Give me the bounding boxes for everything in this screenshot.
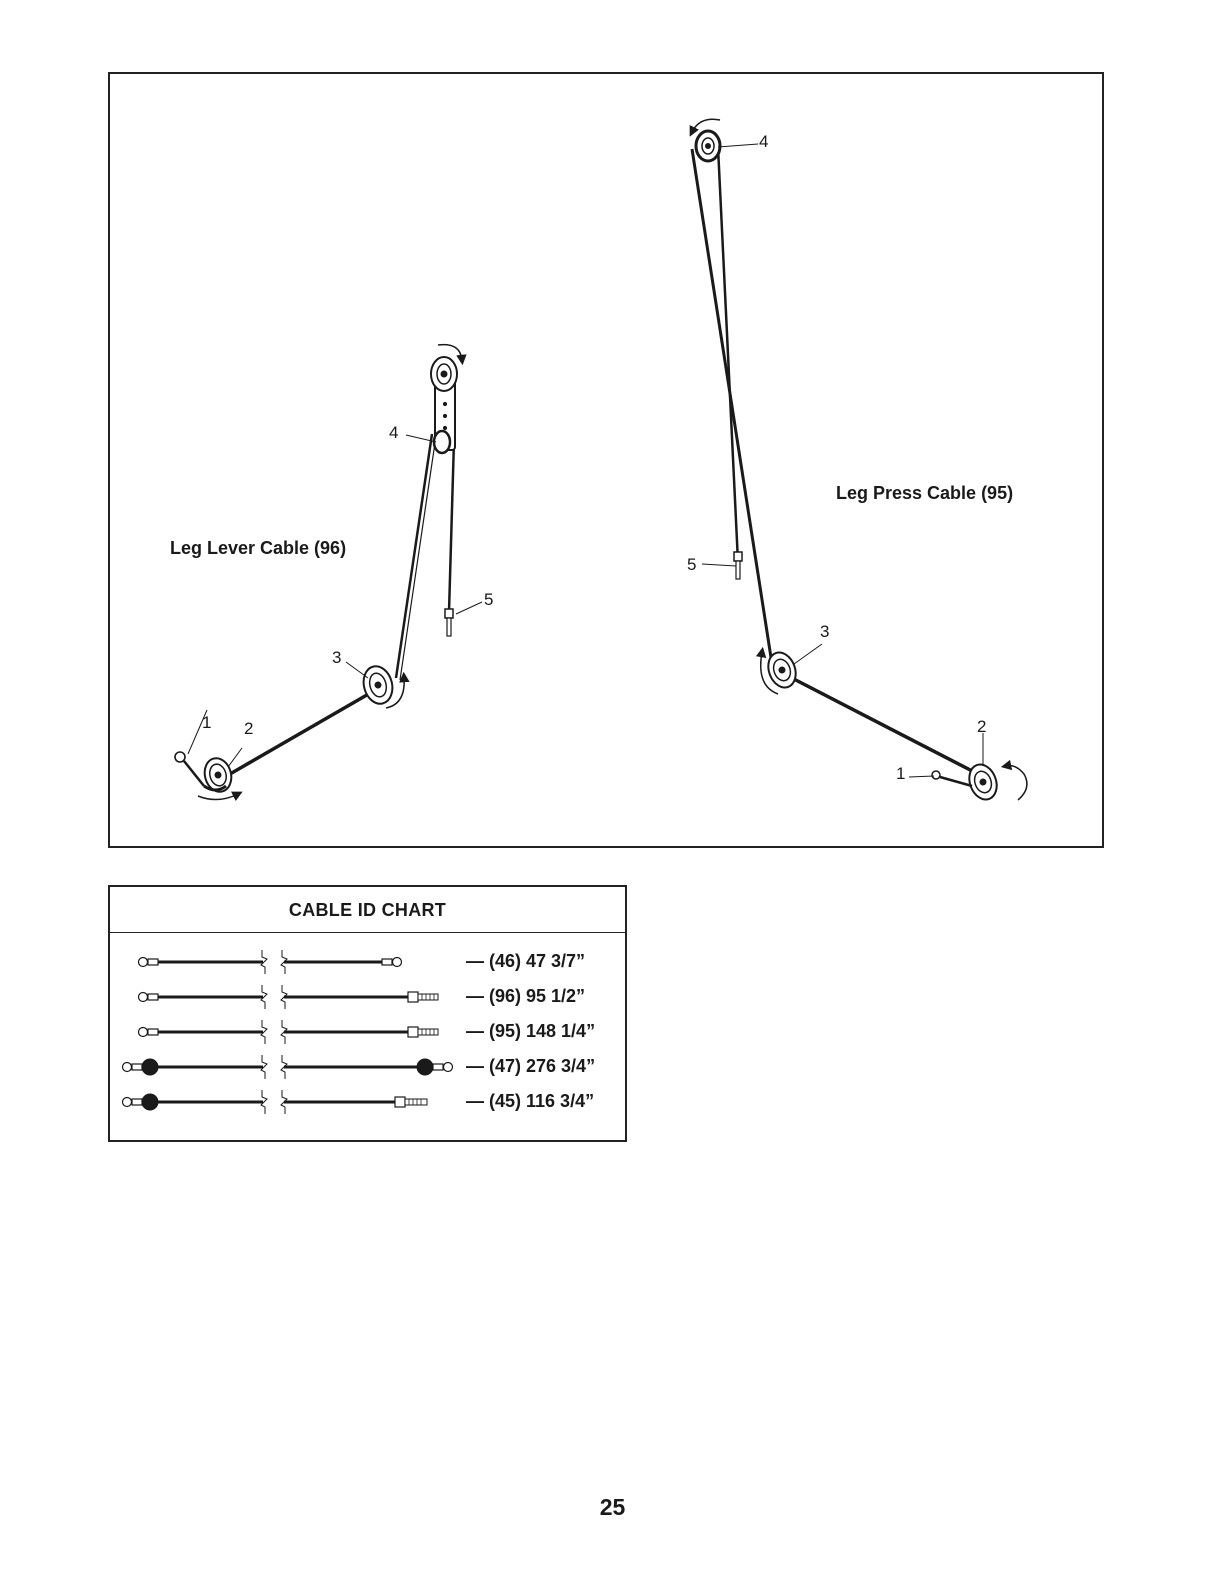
leader-line: [228, 748, 242, 767]
leader-line: [794, 644, 822, 664]
leader-line: [346, 662, 368, 678]
leg-lever-cable-drop: [449, 440, 454, 612]
leg-lever-cable-assembly: [175, 345, 482, 800]
page-number: 25: [599, 1494, 626, 1520]
cable-row-47: [110, 1052, 625, 1082]
callout-left-1: 1: [202, 713, 212, 732]
pulley-icon: [360, 663, 397, 707]
leg-press-cable-label: Leg Press Cable (95): [836, 483, 1014, 503]
callout-right-4: 4: [759, 132, 769, 151]
cable-row-96: [110, 982, 625, 1012]
callout-right-3: 3: [820, 622, 830, 641]
cable-46-icon: [110, 947, 460, 977]
leader-line: [909, 776, 934, 777]
leg-press-cable-lower-run: [788, 676, 978, 774]
callout-right-2: 2: [977, 717, 987, 736]
leg-press-cable-right-run: [718, 147, 738, 562]
pulley-icon: [696, 131, 720, 161]
cable-47-spec: — (47) 276 3/4”: [466, 1056, 596, 1076]
callout-left-3: 3: [332, 648, 342, 667]
leader-line: [718, 144, 758, 147]
cable-46-spec: — (46) 47 3/7”: [466, 951, 586, 971]
leg-press-cable-left-run: [692, 149, 772, 664]
callout-right-5: 5: [687, 555, 697, 574]
cable-45-spec: — (45) 116 3/4”: [466, 1091, 595, 1111]
pulley-icon: [965, 761, 1002, 804]
cable-45-icon: [110, 1087, 460, 1117]
leg-press-cable-assembly: [692, 119, 1027, 803]
leader-line: [456, 602, 482, 614]
motion-arrow-icon: [198, 794, 238, 800]
callout-left-5: 5: [484, 590, 494, 609]
leg-lever-cable-upper-run-b: [400, 436, 436, 680]
motion-arrow-icon: [1006, 766, 1027, 800]
cable-row-45: [110, 1087, 625, 1117]
pulley-bracket-icon: [431, 357, 457, 453]
cable-96-icon: [110, 982, 460, 1012]
leg-lever-cable-label: Leg Lever Cable (96): [170, 538, 347, 558]
cable-id-chart: [108, 885, 627, 1142]
cable-47-icon: [110, 1052, 460, 1082]
cable-row-46: [110, 947, 625, 977]
callout-right-1: 1: [896, 764, 906, 783]
cable-routing-diagram: [108, 72, 1104, 848]
threaded-stud-icon: [445, 609, 453, 636]
leg-lever-cable-upper-run-a: [396, 434, 432, 678]
cable-id-chart-title: CABLE ID CHART: [110, 887, 625, 933]
leader-line: [702, 564, 736, 566]
callout-left-2: 2: [244, 719, 254, 738]
cable-row-95: [110, 1017, 625, 1047]
callout-left-4: 4: [389, 423, 399, 442]
cable-routing-illustration: [110, 74, 1106, 850]
cable-95-icon: [110, 1017, 460, 1047]
cable-eyelet-icon: [932, 771, 972, 786]
cable-96-spec: — (96) 95 1/2”: [466, 986, 586, 1006]
cable-95-spec: — (95) 148 1/4”: [466, 1021, 596, 1041]
